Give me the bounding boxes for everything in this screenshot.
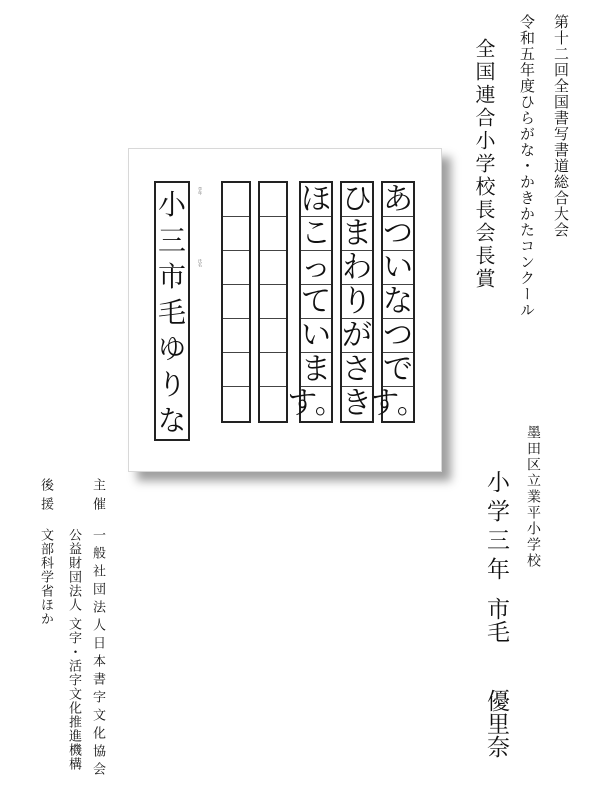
name-char: 市: [157, 260, 186, 293]
blank-column: [221, 181, 251, 423]
name-char: な: [157, 404, 186, 437]
name-char: り: [157, 368, 186, 401]
family-name: 市毛: [483, 597, 509, 643]
character-cell: て: [301, 283, 331, 319]
character-cell: り: [342, 283, 372, 319]
character-cell: ま: [342, 215, 372, 251]
character-cell: が: [342, 317, 372, 353]
character-cell: つ: [383, 317, 413, 353]
competition-name: 第十二回全国書写書道総合大会: [552, 14, 570, 238]
empty-cell: [223, 319, 249, 353]
character-cell: ひ: [342, 181, 372, 217]
given-name: 優里奈: [483, 689, 509, 758]
character-cell: い: [383, 249, 413, 285]
character-cell: い: [301, 317, 331, 353]
empty-cell: [260, 251, 286, 285]
name-char: 毛: [157, 296, 186, 329]
empty-cell: [260, 319, 286, 353]
character-cell: わ: [342, 249, 372, 285]
grade: 小学三年: [483, 470, 509, 586]
empty-cell: [260, 285, 286, 319]
student-name: [480, 597, 513, 758]
organizer-2: 公益財団法人 文字・活字文化推進機構: [66, 528, 81, 772]
grade-field-label: 学年: [198, 187, 203, 195]
empty-cell: [260, 387, 286, 421]
character-cell: ほ: [301, 181, 331, 217]
school-name: 墨田区立業平小学校: [525, 425, 541, 569]
empty-cell: [223, 353, 249, 387]
character-cell: す。: [369, 386, 427, 421]
character-cell: あ: [383, 181, 413, 217]
name-field-label: 氏名: [198, 259, 203, 267]
character-cell: さ: [342, 351, 372, 387]
calligraphy-artwork: [128, 148, 442, 472]
organizer-label: 主催: [90, 478, 105, 516]
character-cell: な: [383, 283, 413, 319]
character-cell: で: [383, 351, 413, 387]
empty-cell: [223, 387, 249, 421]
empty-cell: [260, 217, 286, 251]
blank-column: [258, 181, 288, 423]
character-cell: ま: [301, 351, 331, 387]
character-cell: つ: [383, 215, 413, 251]
character-cell: き: [342, 386, 372, 421]
support-label: 後援: [38, 478, 53, 516]
supporter-1: 文部科学省ほか: [38, 528, 53, 626]
contest-name: 令和五年度ひらがな・かきかたコンクール: [518, 14, 536, 318]
name-char: ゆ: [157, 332, 186, 365]
empty-cell: [223, 183, 249, 217]
writing-column-3: [287, 181, 345, 423]
empty-cell: [223, 251, 249, 285]
name-column: [154, 181, 190, 441]
writing-column-1: [369, 181, 427, 423]
name-char: 小: [157, 188, 186, 221]
name-char: 三: [157, 224, 186, 257]
writing-column-2: [340, 181, 374, 423]
character-cell: っ: [301, 249, 331, 285]
empty-cell: [223, 285, 249, 319]
empty-cell: [260, 183, 286, 217]
character-cell: こ: [301, 215, 331, 251]
character-cell: す。: [287, 386, 345, 421]
organizer-1: 一般社団法人日本書字文化協会: [90, 528, 105, 780]
empty-cell: [260, 353, 286, 387]
empty-cell: [223, 217, 249, 251]
award-name: 全国連合小学校長会長賞: [472, 38, 496, 291]
